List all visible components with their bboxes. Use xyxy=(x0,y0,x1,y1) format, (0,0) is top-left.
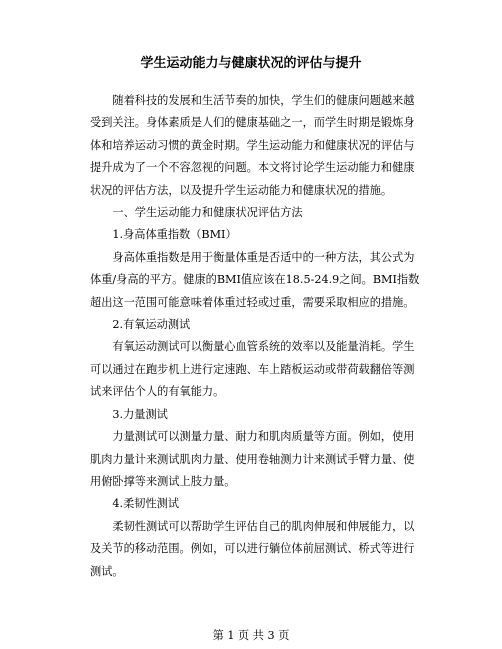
page-footer: 第 1 页 共 3 页 xyxy=(212,629,290,642)
bmi-paragraph: 身高体重指数是用于衡量体重是否适中的一种方法，其公式为体重/身高的平方。健康的BMI值应该在18.5-24.9之间。BMI指数超出这一范围可能意味着体重过轻或过重，需要采取相应的措施。 xyxy=(90,250,420,309)
intro-paragraph: 随着科技的发展和生活节奏的加快，学生们的健康问题越来越受到关注。身体素质是人们的健康基础之一，而学生时期是锻炼身体和培养运动习惯的黄金时期。学生运动能力和健康状况的评估与提升成为了一个不容忽视的问题。本文将讨论学生运动能力和健康状况的评估方法，以及提升学生运动能力和健康状况的措施。 xyxy=(90,94,415,197)
subheading-aerobic: 2.有氧运动测试 xyxy=(112,318,191,332)
flexibility-paragraph: 柔韧性测试可以帮助学生评估自己的肌肉伸展和伸展能力，以及关节的移动范围。例如，可以进行躺位体前屈测试、桥式等进行测试。 xyxy=(90,519,415,578)
aerobic-paragraph: 有氧运动测试可以衡量心血管系统的效率以及能量消耗。学生可以通过在跑步机上进行定速跑、车上踏板运动或带荷载翻倍等测试来评估个人的有氧能力。 xyxy=(90,340,415,399)
subheading-flexibility: 4.柔韧性测试 xyxy=(112,497,180,511)
subheading-strength: 3.力量测试 xyxy=(112,407,168,421)
strength-paragraph: 力量测试可以测量力量、耐力和肌肉质量等方面。例如，使用肌肉力量计来测试肌肉力量、使用卷轴测力计来测试手臂力量、使用俯卧撑等来测试上肢力量。 xyxy=(90,430,415,488)
document-title: 学生运动能力与健康状况的评估与提升 xyxy=(140,56,362,71)
section-heading: 一、学生运动能力和健康状况评估方法 xyxy=(112,206,303,220)
document-body xyxy=(90,90,420,583)
subheading-bmi: 1.身高体重指数（BMI） xyxy=(112,228,237,242)
